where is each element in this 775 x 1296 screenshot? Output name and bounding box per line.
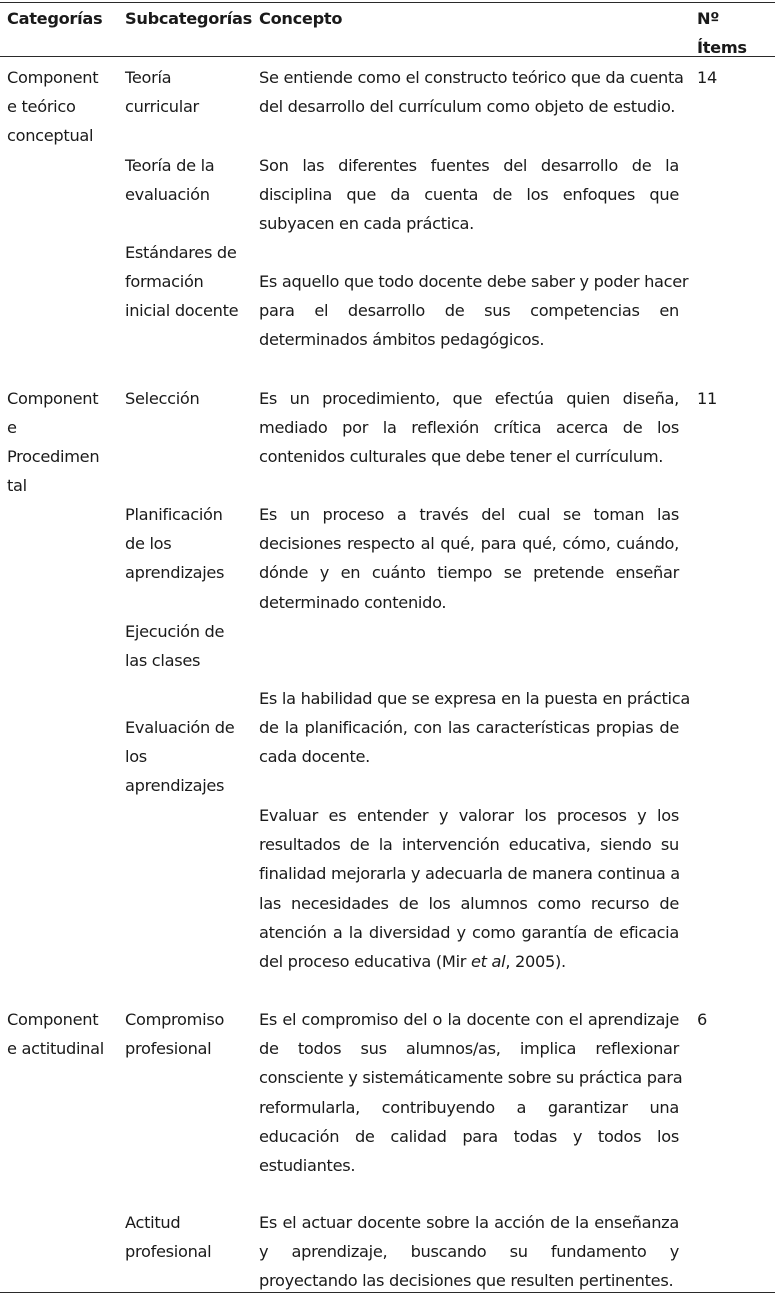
category-line: e xyxy=(7,418,17,437)
concept-line: y aprendizaje, buscando su fundamento y xyxy=(259,1242,679,1262)
items-count: 6 xyxy=(697,1010,707,1029)
concept-paragraph xyxy=(259,151,679,239)
header-items-line2: Ítems xyxy=(697,38,747,57)
category-line: Component xyxy=(7,389,99,408)
concept-line: cada docente. xyxy=(259,747,371,767)
subcategory-line: Planificación xyxy=(125,505,223,524)
concept-line: Evaluar es entender y valorar los procesos y los xyxy=(259,806,679,825)
citation-et-al: et al xyxy=(470,951,506,971)
concept-line: para el desarrollo de sus competencias en xyxy=(259,301,679,321)
subcategory-line: inicial docente xyxy=(125,301,239,320)
concept-line: del desarrollo del currículum como objeto de estudio. xyxy=(259,97,676,117)
concept-line: Es aquello que todo docente debe saber y poder hacer xyxy=(259,272,689,291)
items-count: 14 xyxy=(697,68,717,87)
subcategory-line: evaluación xyxy=(125,185,210,204)
concept-paragraph xyxy=(259,801,679,976)
subcategory-line: de los xyxy=(125,534,172,553)
category-line: Component xyxy=(7,68,99,87)
concept-line: Es un proceso a través del cual se toman las xyxy=(259,505,679,524)
category-line: Component xyxy=(7,1010,99,1029)
subcategory-line: las clases xyxy=(125,651,201,670)
concept-line: contenidos culturales que debe tener el currículum. xyxy=(259,447,664,467)
concept-paragraph xyxy=(259,267,689,355)
subcategory-line: aprendizajes xyxy=(125,776,225,795)
subcategory-line: aprendizajes xyxy=(125,563,225,582)
header-concepto: Concepto xyxy=(259,9,343,28)
concept-paragraph xyxy=(259,1005,683,1180)
concept-line: Son las diferentes fuentes del desarrollo de la xyxy=(259,156,679,175)
concept-paragraph xyxy=(259,500,679,617)
table-top-rule xyxy=(0,2,775,3)
subcategory-line: formación xyxy=(125,272,204,291)
category-line: Procedimen xyxy=(7,447,100,466)
subcategory-line: Compromiso xyxy=(125,1010,225,1029)
subcategory-line: Actitud xyxy=(125,1213,181,1232)
subcategory-line: Teoría de la xyxy=(125,156,215,175)
category-line: e actitudinal xyxy=(7,1039,104,1058)
concept-line: Se entiende como el constructo teórico que da cuenta xyxy=(259,68,684,87)
category-line: tal xyxy=(7,476,27,495)
subcategory-line: Selección xyxy=(125,389,200,408)
concept-line: decisiones respecto al qué, para qué, cómo, cuándo, xyxy=(259,534,679,554)
concept-line: de la planificación, con las características propias de xyxy=(259,718,679,738)
subcategory-line: profesional xyxy=(125,1039,212,1058)
concept-line: determinados ámbitos pedagógicos. xyxy=(259,330,545,350)
concept-paragraph xyxy=(259,63,684,121)
concept-line-citation xyxy=(259,947,679,976)
citation-text: del proceso educativa (Mir xyxy=(259,951,471,971)
concept-line: Es el compromiso del o la docente con el aprendizaje xyxy=(259,1010,679,1029)
concept-line: proyectando las decisiones que resulten pertinentes. xyxy=(259,1271,674,1291)
concept-line: atención a la diversidad y como garantía de eficacia xyxy=(259,922,679,942)
header-bottom-rule xyxy=(0,56,775,57)
subcategory-line: Estándares de xyxy=(125,243,237,262)
items-count: 11 xyxy=(697,389,717,408)
concept-paragraph xyxy=(259,684,690,772)
concept-line: consciente y sistemáticamente sobre su práctica para xyxy=(259,1068,683,1088)
concept-line: mediado por la reflexión crítica acerca de los xyxy=(259,418,679,438)
concept-line: subyacen en cada práctica. xyxy=(259,214,475,234)
citation-year: , 2005). xyxy=(505,951,566,971)
subcategory-line: Teoría xyxy=(125,68,172,87)
concept-line: Es el actuar docente sobre la acción de la enseñanza xyxy=(259,1213,679,1232)
subcategory-line: Ejecución de xyxy=(125,622,225,641)
subcategory-line: los xyxy=(125,747,147,766)
concept-line: reformularla, contribuyendo a garantizar una xyxy=(259,1097,679,1117)
concept-line: determinado contenido. xyxy=(259,592,447,612)
concept-line: finalidad mejorarla y adecuarla de manera continua a xyxy=(259,864,680,884)
concept-line: estudiantes. xyxy=(259,1155,356,1175)
subcategory-line: curricular xyxy=(125,97,199,116)
concept-line: educación de calidad para todas y todos los xyxy=(259,1126,679,1146)
concept-line: Es un procedimiento, que efectúa quien diseña, xyxy=(259,389,679,408)
subcategory-line: Evaluación de xyxy=(125,718,235,737)
concept-paragraph xyxy=(259,1208,679,1296)
concept-line: dónde y en cuánto tiempo se pretende enseñar xyxy=(259,563,679,583)
subcategory-line: profesional xyxy=(125,1242,212,1261)
header-categorias: Categorías xyxy=(7,9,103,28)
concept-line: resultados de la intervención educativa, siendo su xyxy=(259,835,679,855)
concept-line: las necesidades de los alumnos como recurso de xyxy=(259,893,679,913)
concept-line: Es la habilidad que se expresa en la puesta en práctica xyxy=(259,689,690,708)
category-line: e teórico xyxy=(7,97,76,116)
concept-paragraph xyxy=(259,384,679,472)
concept-line: de todos sus alumnos/as, implica reflexionar xyxy=(259,1039,679,1059)
header-items-line1: Nº xyxy=(697,9,720,28)
category-line: conceptual xyxy=(7,126,94,145)
concept-line: disciplina que da cuenta de los enfoques que xyxy=(259,185,679,205)
header-subcategorias: Subcategorías xyxy=(125,9,252,28)
